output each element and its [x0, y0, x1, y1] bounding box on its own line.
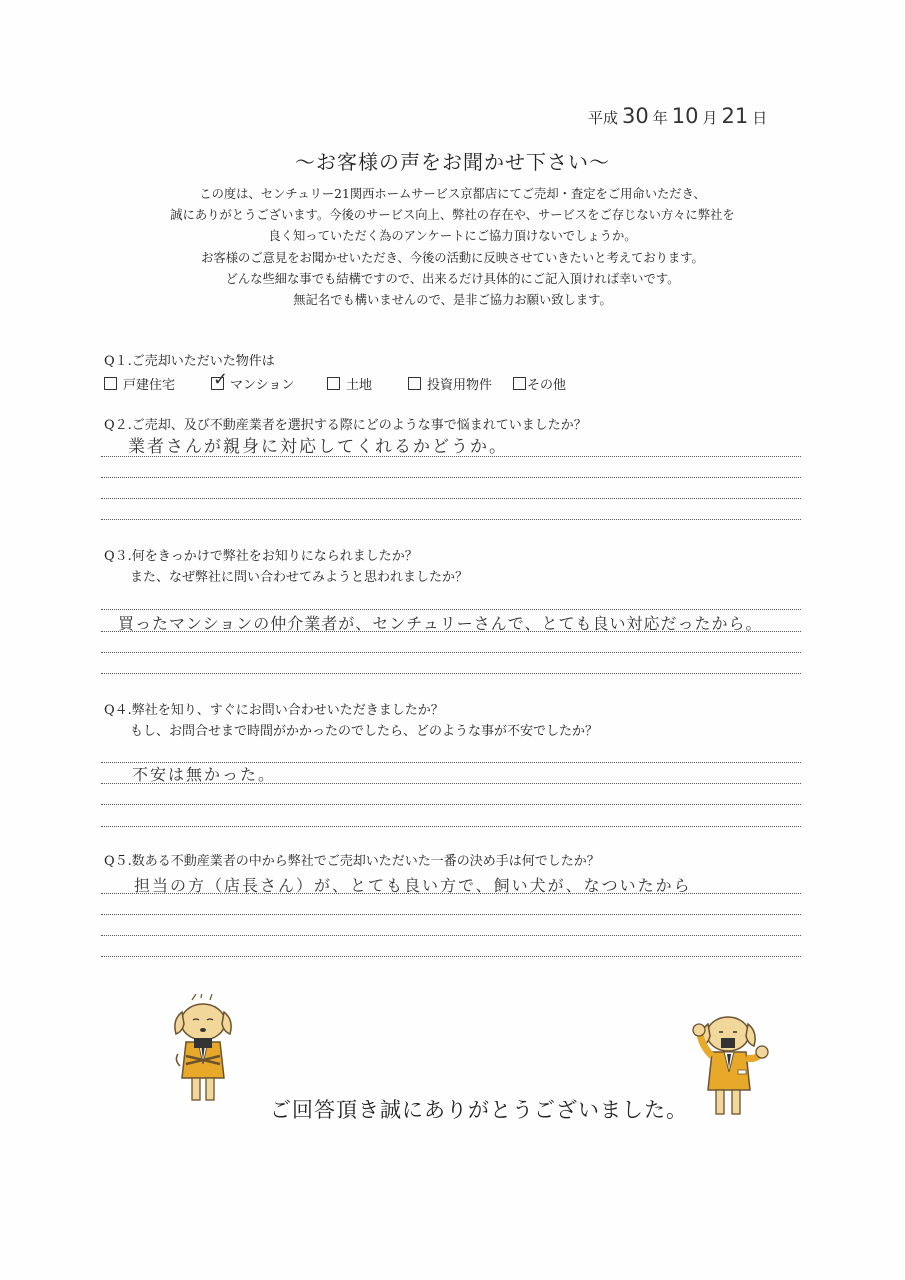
answer-line [101, 893, 801, 894]
q4-answer: 不安は無かった。 [132, 765, 277, 784]
answer-line [101, 935, 801, 936]
checkbox[interactable] [408, 377, 421, 390]
q1-option-house[interactable] [104, 374, 175, 393]
date-month-unit: 月 [702, 109, 718, 127]
dog-mascot-cheering-icon [690, 1010, 770, 1118]
q3-sub-label: また、なぜ弊社に問い合わせてみようと思われましたか？ [130, 570, 469, 585]
checkbox[interactable] [327, 377, 340, 390]
q2-answer: 業者さんが親身に対応してくれるかどうか。 [128, 437, 508, 457]
intro-line: 誠にありがとうございます。今後のサービス向上、弊社の存在や、サービスをご存じない方々に弊社を [170, 208, 735, 223]
date-day: 21 [721, 104, 749, 128]
date-era: 平成 [588, 109, 619, 127]
intro-text [0, 184, 905, 311]
answer-line [101, 783, 801, 784]
page-title: ～お客様の声をお聞かせ下さい～ [295, 150, 610, 174]
answer-line [101, 804, 801, 805]
q1-option-investment[interactable] [408, 374, 492, 393]
closing-message: ご回答頂き誠にありがとうございました。 [270, 1098, 688, 1122]
option-label: 投資用物件 [427, 378, 493, 393]
answer-line [101, 826, 801, 827]
answer-line [101, 519, 801, 520]
answer-line [101, 762, 801, 763]
answer-line [101, 609, 801, 610]
q4-sub-label: もし、お問合せまで時間がかかったのでしたら、どのような事が不安でしたか？ [130, 724, 599, 739]
date-year: 30 [622, 104, 649, 128]
checkbox-checked[interactable] [211, 369, 229, 390]
answer-line [101, 631, 801, 632]
q4-label: Q４.弊社を知り、すぐにお問い合わせいただきましたか？ [104, 703, 444, 718]
q1-option-other[interactable] [513, 374, 566, 393]
option-label: 戸建住宅 [123, 378, 176, 393]
survey-date [588, 104, 767, 128]
q1-label: Q１.ご売却いただいた物件は [104, 354, 275, 369]
answer-line [101, 956, 801, 957]
answer-line [101, 498, 801, 499]
q5-label: Q５.数ある不動産業者の中から弊社でご売却いただいた一番の決め手は何でしたか？ [104, 854, 600, 869]
check-mark-icon: ✓ [213, 369, 229, 390]
answer-line [101, 456, 801, 457]
intro-line: この度は、センチュリー21関西ホームサービス京都店にてご売却・査定をご用命いただき、 [199, 187, 706, 201]
intro-line: どんな些細な事でも結構ですので、出来るだけ具体的にご記入頂ければ幸いです。 [225, 271, 680, 286]
checkbox[interactable] [104, 377, 117, 390]
q3-label: Q３.何をきっかけで弊社をお知りになられましたか？ [104, 549, 418, 564]
answer-line [101, 914, 801, 915]
intro-line: 無記名でも構いませんので、是非ご協力お願い致します。 [293, 293, 612, 308]
date-year-unit: 年 [652, 109, 668, 127]
q1-option-land[interactable] [327, 374, 372, 393]
option-label: マンション [230, 378, 295, 393]
answer-line [101, 652, 801, 653]
answer-line [101, 477, 801, 478]
intro-line: お客様のご意見をお聞かせいただき、今後の活動に反映させていきたいと考えております。 [201, 250, 704, 265]
dog-mascot-thinking-icon [168, 994, 238, 1106]
option-label: 土地 [346, 378, 373, 393]
q2-label: Q２.ご売却、及び不動産業者を選択する際にどのような事で悩まれていましたか？ [104, 418, 587, 433]
q3-answer: 買ったマンションの仲介業者が、センチュリーさんで、とても良い対応だったから。 [118, 614, 763, 633]
checkbox[interactable] [513, 377, 526, 390]
date-month: 10 [671, 104, 699, 128]
option-label: その他 [527, 378, 567, 393]
answer-line [101, 673, 801, 674]
q5-answer: 担当の方（店長さん）が、とても良い方で、飼い犬が、なついたから [134, 876, 692, 895]
intro-line: 良く知っていただく為のアンケートにご協力頂けないでしょうか。 [268, 229, 637, 244]
q1-option-mansion[interactable] [211, 369, 295, 393]
date-day-unit: 日 [752, 109, 768, 127]
